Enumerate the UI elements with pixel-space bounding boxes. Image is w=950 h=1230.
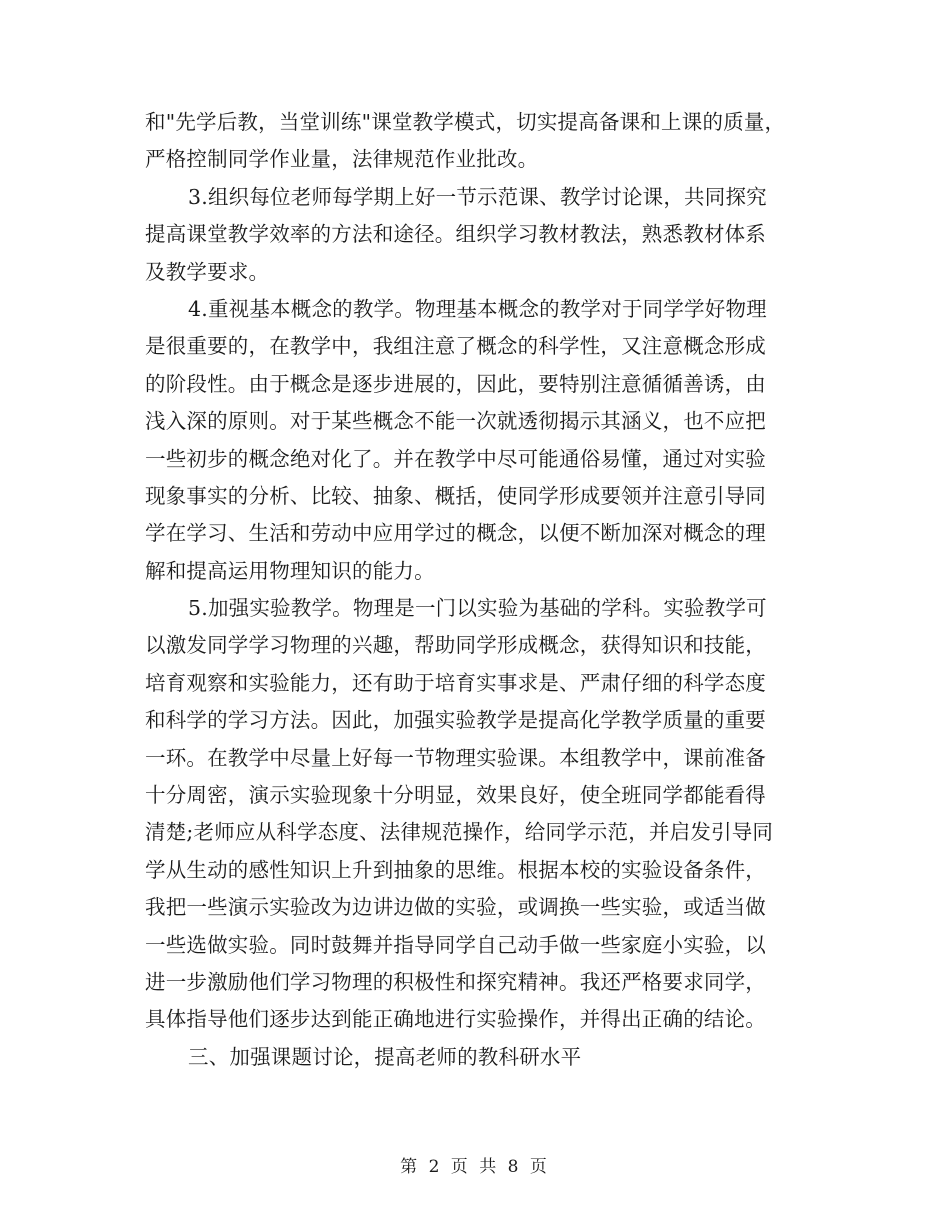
- text-line: 十分周密，演示实验现象十分明显，效果良好，使全班同学都能看得: [145, 783, 766, 808]
- text-line: 具体指导他们逐步达到能正确地进行实验操作，并得出正确的结论。: [145, 1007, 766, 1032]
- text-line: 和科学的学习方法。因此，加强实验教学是提高化学教学质量的重要: [145, 708, 766, 733]
- paragraph-start-line: 3.组织每位老师每学期上好一节示范课、教学讨论课，共同探究: [188, 184, 767, 209]
- text-line: 一些初步的概念绝对化了。并在教学中尽可能通俗易懂，通过对实验: [145, 446, 766, 471]
- text-line: 及教学要求。: [145, 259, 270, 284]
- text-line: 和"先学后教，当堂训练"课堂教学模式，切实提高备课和上课的质量，: [145, 110, 786, 134]
- text-line: 进一步激励他们学习物理的积极性和探究精神。我还严格要求同学，: [145, 969, 766, 994]
- text-line: 提高课堂教学效率的方法和途径。组织学习教材教法，熟悉教材体系: [145, 222, 766, 247]
- paragraph-start-line: 5.加强实验教学。物理是一门以实验为基础的学科。实验教学可: [188, 596, 767, 621]
- text-line: 一些选做实验。同时鼓舞并指导同学自己动手做一些家庭小实验，以: [145, 932, 766, 957]
- text-line: 学从生动的感性知识上升到抽象的思维。根据本校的实验设备条件，: [145, 857, 766, 882]
- text-line: 浅入深的原则。对于某些概念不能一次就透彻揭示其涵义，也不应把: [145, 409, 766, 434]
- text-line: 我把一些演示实验改为边讲边做的实验，或调换一些实验，或适当做: [145, 895, 766, 920]
- paragraph-start-line: 4.重视基本概念的教学。物理基本概念的教学对于同学学好物理: [188, 296, 767, 321]
- text-line: 以激发同学学习物理的兴趣，帮助同学形成概念，获得知识和技能，: [145, 633, 766, 658]
- text-line: 一环。在教学中尽量上好每一节物理实验课。本组教学中，课前准备: [145, 745, 766, 770]
- text-line: 严格控制同学作业量，法律规范作业批改。: [145, 147, 539, 172]
- page-footer: 第 2 页 共 8 页: [400, 1157, 550, 1177]
- section-heading: 三、加强课题讨论，提高老师的教科研水平: [188, 1044, 582, 1069]
- text-line: 的阶段性。由于概念是逐步进展的，因此，要特别注意循循善诱，由: [145, 371, 766, 396]
- body-text: [145, 104, 805, 1076]
- text-line: 解和提高运用物理知识的能力。: [145, 558, 435, 583]
- text-line: 是很重要的，在教学中，我组注意了概念的科学性，又注意概念形成: [145, 334, 766, 359]
- text-line: 清楚;老师应从科学态度、法律规范操作，给同学示范，并启发引导同: [145, 820, 774, 845]
- text-line: 现象事实的分析、比较、抽象、概括，使同学形成要领并注意引导同: [145, 483, 766, 508]
- text-line: 培育观察和实验能力，还有助于培育实事求是、严肃仔细的科学态度: [145, 670, 766, 695]
- text-line: 学在学习、生活和劳动中应用学过的概念，以便不断加深对概念的理: [145, 521, 766, 546]
